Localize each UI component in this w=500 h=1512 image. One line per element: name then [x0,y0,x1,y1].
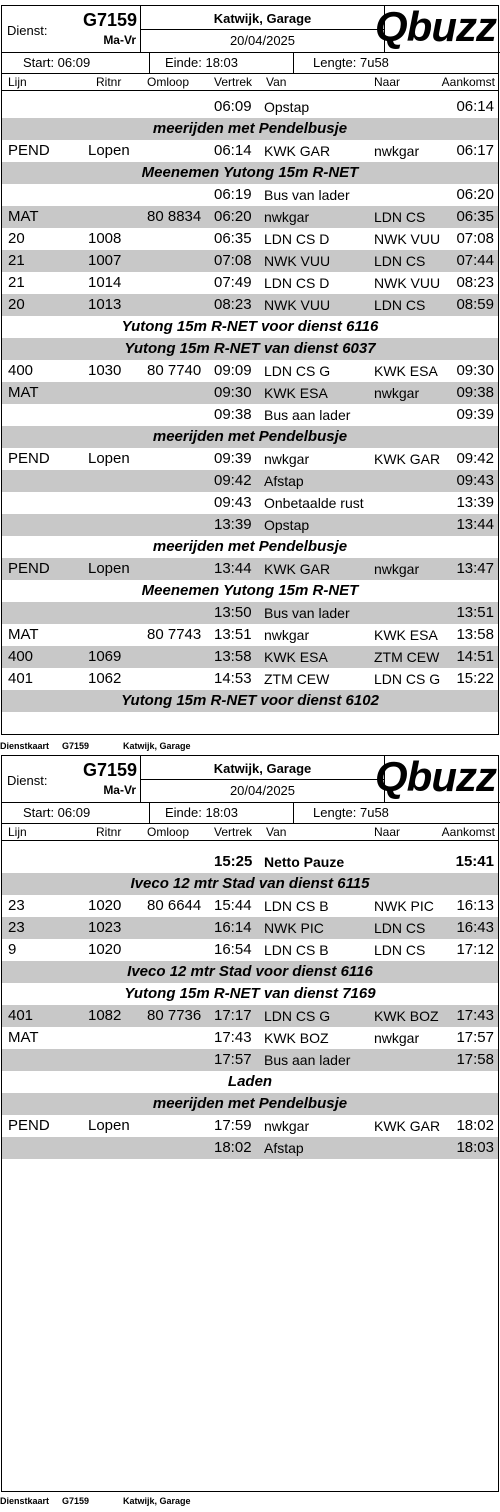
section-heading [2,690,498,712]
dienst-label: Dienst: [7,23,48,38]
cell-van: Opstap [264,517,310,533]
section-heading-text: Iveco 12 mtr Stad voor dienst 6116 [127,963,373,980]
table-row [2,624,498,646]
cell-aankomst: 13:51 [456,604,494,621]
footer-location: Katwijk, Garage [123,741,191,751]
cell-aankomst: 13:58 [456,626,494,643]
cell-van: KWK ESA [264,649,328,665]
cell-aankomst: 09:39 [456,406,494,423]
cell-naar: LDN CS G [374,671,441,687]
table-row [2,939,498,961]
cell-aankomst: 06:17 [456,142,494,159]
cell-vertrek: 13:44 [214,560,252,577]
cell-ritnr: 1013 [88,296,122,313]
cell-van: KWK ESA [264,385,328,401]
cell-van: KWK GAR [264,143,331,159]
section-heading [2,316,498,338]
section-heading-text: Meenemen Yutong 15m R-NET [141,164,359,181]
cell-lijn: 21 [8,274,25,291]
cell-vertrek: 15:25 [214,853,253,870]
cell-lijn: MAT [8,626,39,643]
cell-van: Netto Pauze [264,854,345,870]
cell-vertrek: 09:43 [214,494,252,511]
cell-ritnr: 1020 [88,897,122,914]
col-van: Van [266,825,287,839]
location: Katwijk, Garage [213,11,312,26]
cell-vertrek: 17:17 [214,1007,252,1024]
section-heading-text: meerijden met Pendelbusje [152,120,348,137]
section-heading-text: meerijden met Pendelbusje [152,1095,348,1112]
cell-van: nwkgar [264,209,310,225]
cell-aankomst: 16:43 [456,919,494,936]
footer-dienst: G7159 [62,741,90,751]
section-heading-text: meerijden met Pendelbusje [152,428,348,445]
times-row [2,52,500,74]
cell-ritnr: 1023 [88,919,122,936]
cell-van: Bus van lader [264,187,350,203]
cell-van: Afstap [264,1140,304,1156]
cell-aankomst: 18:03 [456,1139,494,1156]
table-row [2,1049,498,1071]
qbuzz-logo: Qbuzz [375,3,496,50]
section-heading [2,162,498,184]
logo-cell [375,753,500,802]
cell-vertrek: 06:14 [214,142,252,159]
date: 20/04/2025 [229,33,296,48]
cell-lijn: 20 [8,296,25,313]
cell-naar: nwkgar [374,385,420,401]
cell-omloop: 80 7736 [147,1007,202,1024]
footer-label: Dienstkaart [0,1496,50,1506]
cell-van: Bus van lader [264,605,350,621]
section-heading [2,1093,498,1115]
dienst-number: G7159 [82,10,137,30]
table-row [2,1027,498,1049]
cell-ritnr: 1014 [88,274,122,291]
cell-aankomst: 14:51 [456,648,494,665]
cell-lijn: 21 [8,252,25,269]
cell-naar: ZTM CEW [374,649,440,665]
section-heading [2,961,498,983]
cell-vertrek: 09:42 [214,472,252,489]
page-footer [0,1496,500,1508]
times-row [2,802,500,824]
section-heading-text: Iveco 12 mtr Stad van dienst 6115 [130,875,370,892]
cell-naar: nwkgar [374,1030,420,1046]
cell-vertrek: 07:49 [214,274,252,291]
cell-aankomst: 06:20 [456,186,494,203]
cell-van: nwkgar [264,1118,310,1134]
cell-van: LDN CS D [264,275,330,291]
cell-van: NWK VUU [264,253,331,269]
table-row [2,404,498,426]
section-heading [2,338,498,360]
cell-vertrek: 06:20 [214,208,252,225]
cell-aankomst: 18:02 [456,1117,494,1134]
cell-aankomst: 13:44 [456,516,494,533]
end-time: Einde: 18:03 [150,53,294,74]
section-heading [2,873,498,895]
cell-aankomst: 07:08 [456,230,494,247]
cell-vertrek: 13:39 [214,516,252,533]
section-heading [2,118,498,140]
cell-omloop: 80 6644 [147,897,202,914]
cell-van: NWK VUU [264,297,331,313]
footer-label: Dienstkaart [0,741,50,751]
cell-naar: LDN CS [374,253,426,269]
cell-omloop: 80 8834 [147,208,202,225]
dienstkaart-card [1,5,499,735]
section-heading [2,580,498,602]
cell-vertrek: 13:58 [214,648,252,665]
col-van: Van [266,75,287,89]
cell-naar: KWK GAR [374,1118,441,1134]
cell-lijn: 400 [8,362,34,379]
table-row [2,668,498,690]
section-heading [2,1071,498,1093]
cell-lijn: 401 [8,670,34,687]
table-row [2,558,498,580]
col-omloop: Omloop [147,75,190,89]
table-row [2,382,498,404]
cell-aankomst: 13:47 [456,560,494,577]
cell-lijn: 9 [8,941,17,958]
table-row [2,646,498,668]
cell-vertrek: 08:23 [214,296,252,313]
table-row [2,470,498,492]
cell-aankomst: 06:35 [456,208,494,225]
section-heading-text: Yutong 15m R-NET voor dienst 6102 [121,692,379,709]
dienst-cell [2,6,141,52]
dienst-label: Dienst: [7,773,48,788]
date: 20/04/2025 [229,783,296,798]
table-row [2,514,498,536]
cell-vertrek: 16:54 [214,941,252,958]
col-omloop: Omloop [147,825,190,839]
cell-aankomst: 17:58 [456,1051,494,1068]
col-naar: Naar [374,825,401,839]
cell-van: Opstap [264,99,310,115]
cell-van: LDN CS D [264,231,330,247]
cell-naar: KWK ESA [374,627,438,643]
section-heading-text: meerijden met Pendelbusje [152,538,348,555]
cell-ritnr: Lopen [88,450,130,467]
location: Katwijk, Garage [213,761,312,776]
cell-vertrek: 17:43 [214,1029,252,1046]
col-vertrek: Vertrek [214,75,253,89]
dienst-days: Ma-Vr [103,33,136,47]
table-row [2,851,498,873]
table-row [2,272,498,294]
cell-vertrek: 16:14 [214,919,252,936]
cell-aankomst: 09:38 [456,384,494,401]
cell-vertrek: 06:35 [214,230,252,247]
cell-ritnr: 1082 [88,1007,122,1024]
section-heading [2,536,498,558]
cell-aankomst: 17:12 [456,941,494,958]
dienstkaart-card [1,755,499,1492]
footer-location: Katwijk, Garage [123,1496,191,1506]
cell-naar: LDN CS [374,297,426,313]
cell-ritnr: 1020 [88,941,122,958]
cell-lijn: 20 [8,230,25,247]
cell-aankomst: 15:41 [455,853,494,870]
footer-dienst: G7159 [62,1496,90,1506]
cell-lijn: 400 [8,648,34,665]
cell-aankomst: 17:57 [456,1029,494,1046]
card-header [2,3,498,74]
column-headers [2,74,498,91]
cell-van: Onbetaalde rust [264,495,364,511]
col-aankomst: Aankomst [441,75,495,89]
cell-van: LDN CS B [264,942,329,958]
cell-ritnr: Lopen [88,560,130,577]
cell-lijn: PEND [8,450,50,467]
cell-naar: nwkgar [374,561,420,577]
cell-aankomst: 17:43 [456,1007,494,1024]
cell-aankomst: 09:42 [456,450,494,467]
table-row [2,294,498,316]
page-footer [0,741,500,753]
end-time: Einde: 18:03 [150,803,294,824]
card-header [2,753,498,824]
cell-van: Afstap [264,473,304,489]
table-row [2,895,498,917]
start-time: Start: 06:09 [2,803,150,824]
col-ritnr: Ritnr [96,75,122,89]
qbuzz-logo: Qbuzz [375,753,496,800]
cell-van: KWK BOZ [264,1030,329,1046]
cell-vertrek: 06:09 [214,98,252,115]
cell-ritnr: 1069 [88,648,122,665]
table-row [2,1115,498,1137]
cell-lijn: PEND [8,1117,50,1134]
cell-ritnr: 1007 [88,252,122,269]
cell-aankomst: 08:23 [456,274,494,291]
cell-van: ZTM CEW [264,671,330,687]
cell-naar: KWK ESA [374,363,438,379]
col-aankomst: Aankomst [441,825,495,839]
section-heading-text: Yutong 15m R-NET van dienst 6037 [124,340,376,357]
table-row [2,140,498,162]
cell-aankomst: 09:30 [456,362,494,379]
cell-ritnr: 1030 [88,362,122,379]
cell-van: NWK PIC [264,920,324,936]
section-heading-text: Laden [227,1073,273,1090]
section-heading [2,983,498,1005]
cell-lijn: 401 [8,1007,34,1024]
cell-lijn: PEND [8,142,50,159]
col-vertrek: Vertrek [214,825,253,839]
cell-vertrek: 14:53 [214,670,252,687]
section-heading-text: Yutong 15m R-NET voor dienst 6116 [121,318,379,335]
cell-aankomst: 06:14 [456,98,494,115]
cell-aankomst: 13:39 [456,494,494,511]
schedule-rows [2,841,498,1159]
cell-lijn: PEND [8,560,50,577]
cell-vertrek: 06:19 [214,186,252,203]
cell-vertrek: 13:51 [214,626,252,643]
cell-naar: LDN CS [374,209,426,225]
location-cell [141,756,385,802]
table-row [2,917,498,939]
table-row [2,206,498,228]
cell-aankomst: 16:13 [456,897,494,914]
duration: Lengte: 7u58 [313,805,389,820]
cell-naar: NWK VUU [374,275,441,291]
table-row [2,184,498,206]
schedule-rows [2,91,498,712]
cell-ritnr: Lopen [88,142,130,159]
cell-naar: NWK PIC [374,898,434,914]
table-row [2,96,498,118]
location-cell [141,6,385,52]
cell-naar: NWK VUU [374,231,441,247]
col-lijn: Lijn [8,825,27,839]
cell-vertrek: 13:50 [214,604,252,621]
table-row [2,602,498,624]
cell-van: nwkgar [264,451,310,467]
dienst-cell [2,756,141,802]
cell-van: LDN CS G [264,1008,331,1024]
cell-vertrek: 17:57 [214,1051,252,1068]
section-heading-text: Yutong 15m R-NET van dienst 7169 [124,985,376,1002]
cell-naar: KWK GAR [374,451,441,467]
cell-naar: nwkgar [374,143,420,159]
cell-van: Bus aan lader [264,1052,351,1068]
cell-vertrek: 09:39 [214,450,252,467]
table-row [2,228,498,250]
cell-vertrek: 17:59 [214,1117,252,1134]
cell-omloop: 80 7740 [147,362,202,379]
dienst-number: G7159 [82,760,137,780]
cell-naar: LDN CS [374,942,426,958]
cell-van: LDN CS G [264,363,331,379]
cell-van: nwkgar [264,627,310,643]
cell-van: Bus aan lader [264,407,351,423]
cell-ritnr: 1062 [88,670,122,687]
cell-vertrek: 07:08 [214,252,252,269]
cell-van: LDN CS B [264,898,329,914]
cell-vertrek: 18:02 [214,1139,252,1156]
col-naar: Naar [374,75,401,89]
cell-ritnr: Lopen [88,1117,130,1134]
col-lijn: Lijn [8,75,27,89]
table-row [2,1005,498,1027]
table-row [2,250,498,272]
cell-aankomst: 08:59 [456,296,494,313]
cell-vertrek: 09:30 [214,384,252,401]
cell-lijn: MAT [8,208,39,225]
cell-naar: KWK BOZ [374,1008,439,1024]
cell-aankomst: 15:22 [456,670,494,687]
table-row [2,448,498,470]
duration: Lengte: 7u58 [313,55,389,70]
cell-vertrek: 09:09 [214,362,252,379]
table-row [2,492,498,514]
cell-omloop: 80 7743 [147,626,202,643]
cell-lijn: 23 [8,919,25,936]
cell-naar: LDN CS [374,920,426,936]
table-row [2,1137,498,1159]
cell-lijn: MAT [8,384,39,401]
cell-van: KWK GAR [264,561,331,577]
cell-ritnr: 1008 [88,230,122,247]
cell-lijn: 23 [8,897,25,914]
dienst-days: Ma-Vr [103,783,136,797]
cell-aankomst: 09:43 [456,472,494,489]
table-row [2,360,498,382]
cell-lijn: MAT [8,1029,39,1046]
col-ritnr: Ritnr [96,825,122,839]
cell-vertrek: 15:44 [214,897,252,914]
cell-aankomst: 07:44 [456,252,494,269]
logo-cell [375,3,500,52]
section-heading [2,426,498,448]
column-headers [2,824,498,841]
cell-vertrek: 09:38 [214,406,252,423]
section-heading-text: Meenemen Yutong 15m R-NET [141,582,359,599]
start-time: Start: 06:09 [2,53,150,74]
